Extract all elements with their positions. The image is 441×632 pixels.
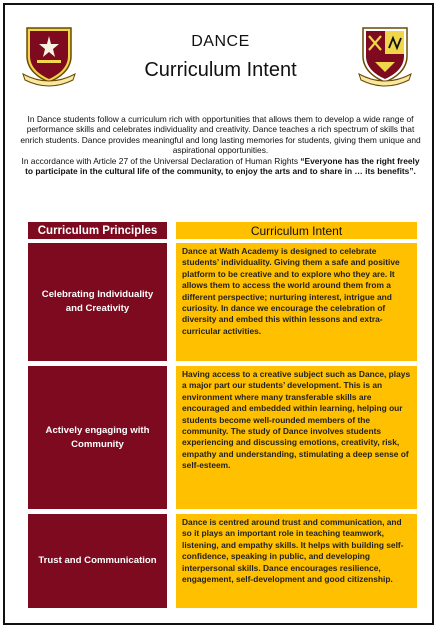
rights-lead: In accordance with Article 27 of the Universal Declaration of Human Rights [21, 155, 301, 166]
intro-text [18, 114, 423, 176]
column-header-principles: Curriculum Principles [28, 222, 167, 239]
rights-quote: “Everyone has the right freely to participate in the cultural life of the community, to enjoy the arts and to share in … its benefits”. [25, 155, 420, 177]
page-title: Curriculum Intent [144, 59, 297, 81]
principle-cell: Trust and Communication [28, 514, 167, 608]
column-header-intent: Curriculum Intent [176, 222, 417, 239]
intent-cell: Dance is centred around trust and communication, and so it plays an important role in teaching teamwork, listening, and empathy skills. It helps with building self-confidence, speaking in public, and developing interpersonal skills. Dance encourages resilience, engagement, self-development and good citizenship. [176, 514, 417, 608]
principle-cell: Actively engaging with Community [28, 366, 167, 509]
rights-statement [18, 156, 423, 177]
intent-cell: Having access to a creative subject such as Dance, plays a major part our students’ development. This is an environment where many transferable skills are encouraged and embedded within learning, helping our students become well-rounded members of the community. The study of Dance involves students experiencing and discussing emotions, creativity, risk, empathy and understanding, stimulating a deep sense of self-esteem. [176, 366, 417, 509]
intent-cell: Dance at Wath Academy is designed to celebrate students’ individuality. Giving them a safe and positive platform to be creative and to explore who they are. It allows them to access the world around them from a different perspective; nurturing interest, intrigue and curiosity. In dance we encourage the celebration of diversity and embed this within lessons and extra-curricular activities. [176, 243, 417, 361]
subject-heading: DANCE [191, 33, 250, 50]
principle-cell: Celebrating Individuality and Creativity [28, 243, 167, 361]
intro-paragraph: In Dance students follow a curriculum rich with opportunities that allows them to develop a wide range of performance skills and celebrates individuality and creativity. Dance teaches a rich spectrum of skills that enrich students. Dance provides meaningful and long lasting memories for students, giving them unique and aspirational opportunities. [20, 114, 421, 156]
